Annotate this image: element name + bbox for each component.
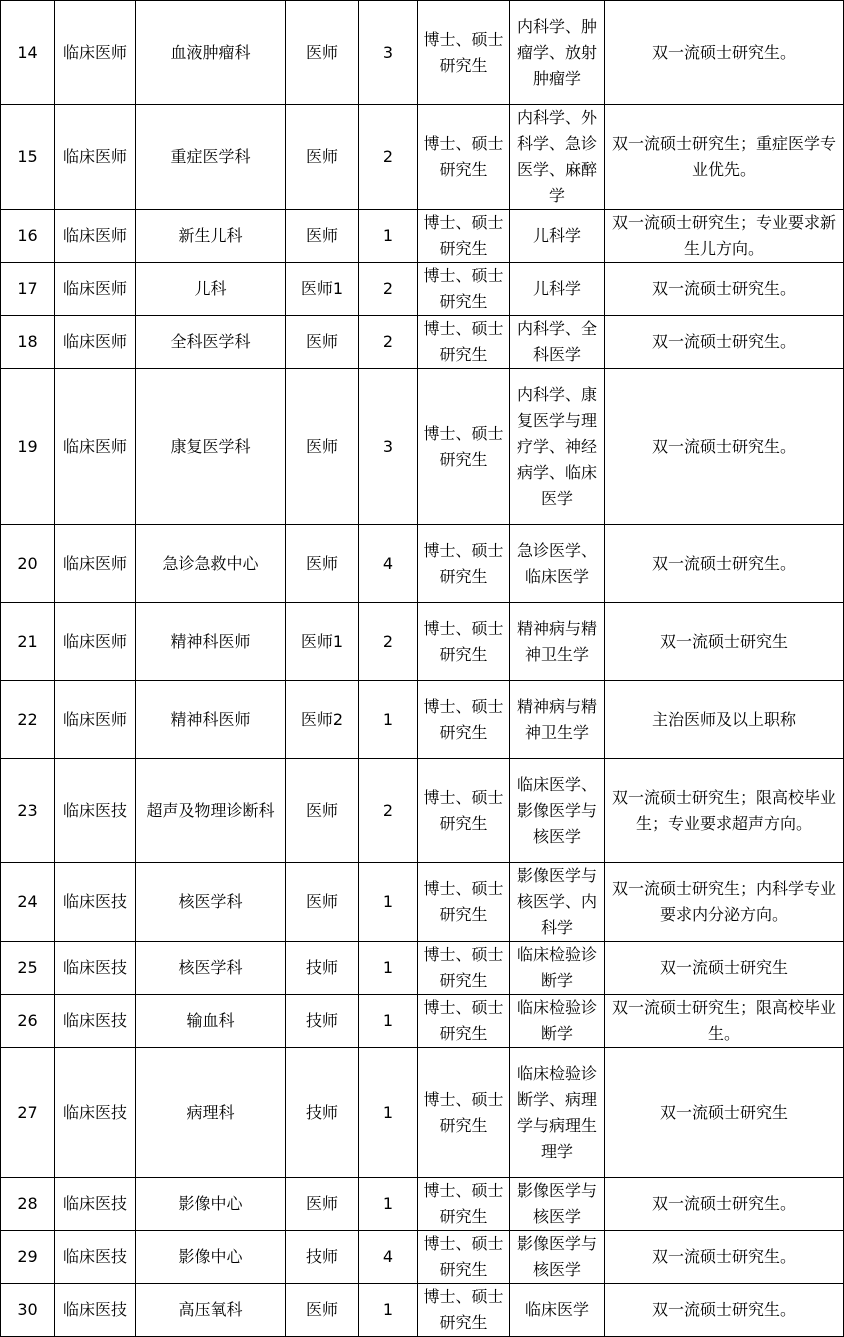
- department-cell: 影像中心: [136, 1178, 286, 1231]
- education-cell: 博士、硕士研究生: [418, 369, 510, 525]
- table-row: [1, 1284, 844, 1337]
- major-cell: 临床检验诊断学: [510, 942, 605, 995]
- count-cell: 1: [359, 863, 418, 942]
- requirement-cell: 双一流硕士研究生: [605, 942, 844, 995]
- education-cell: 博士、硕士研究生: [418, 316, 510, 369]
- department-cell: 超声及物理诊断科: [136, 759, 286, 863]
- row-number: 30: [1, 1284, 55, 1337]
- count-cell: 3: [359, 1, 418, 105]
- education-cell: 博士、硕士研究生: [418, 995, 510, 1048]
- department-cell: 核医学科: [136, 942, 286, 995]
- department-cell: 全科医学科: [136, 316, 286, 369]
- category-cell: 临床医技: [55, 1048, 136, 1178]
- category-cell: 临床医师: [55, 369, 136, 525]
- department-cell: 血液肿瘤科: [136, 1, 286, 105]
- row-number: 27: [1, 1048, 55, 1178]
- requirement-cell: 双一流硕士研究生。: [605, 525, 844, 603]
- position-cell: 医师: [286, 210, 359, 263]
- position-cell: 医师1: [286, 263, 359, 316]
- major-cell: 精神病与精神卫生学: [510, 603, 605, 681]
- category-cell: 临床医技: [55, 1284, 136, 1337]
- table-row: [1, 210, 844, 263]
- department-cell: 输血科: [136, 995, 286, 1048]
- category-cell: 临床医师: [55, 681, 136, 759]
- table-row: [1, 316, 844, 369]
- count-cell: 3: [359, 369, 418, 525]
- table-row: [1, 863, 844, 942]
- department-cell: 精神科医师: [136, 681, 286, 759]
- count-cell: 2: [359, 603, 418, 681]
- major-cell: 影像医学与核医学: [510, 1231, 605, 1284]
- requirement-cell: 双一流硕士研究生: [605, 1048, 844, 1178]
- row-number: 22: [1, 681, 55, 759]
- row-number: 29: [1, 1231, 55, 1284]
- count-cell: 1: [359, 942, 418, 995]
- position-cell: 医师: [286, 1, 359, 105]
- count-cell: 4: [359, 525, 418, 603]
- count-cell: 1: [359, 1178, 418, 1231]
- position-cell: 技师: [286, 995, 359, 1048]
- department-cell: 核医学科: [136, 863, 286, 942]
- department-cell: 新生儿科: [136, 210, 286, 263]
- table-row: [1, 1048, 844, 1178]
- major-cell: 儿科学: [510, 210, 605, 263]
- row-number: 21: [1, 603, 55, 681]
- category-cell: 临床医技: [55, 995, 136, 1048]
- table-row: [1, 1, 844, 105]
- requirement-cell: 双一流硕士研究生。: [605, 1178, 844, 1231]
- requirement-cell: 双一流硕士研究生；内科学专业要求内分泌方向。: [605, 863, 844, 942]
- education-cell: 博士、硕士研究生: [418, 210, 510, 263]
- education-cell: 博士、硕士研究生: [418, 105, 510, 210]
- department-cell: 急诊急救中心: [136, 525, 286, 603]
- major-cell: 内科学、全科医学: [510, 316, 605, 369]
- education-cell: 博士、硕士研究生: [418, 1, 510, 105]
- count-cell: 1: [359, 995, 418, 1048]
- row-number: 15: [1, 105, 55, 210]
- position-cell: 技师: [286, 942, 359, 995]
- requirement-cell: 双一流硕士研究生；限高校毕业生。: [605, 995, 844, 1048]
- education-cell: 博士、硕士研究生: [418, 942, 510, 995]
- row-number: 24: [1, 863, 55, 942]
- category-cell: 临床医师: [55, 105, 136, 210]
- table-row: [1, 105, 844, 210]
- category-cell: 临床医师: [55, 263, 136, 316]
- count-cell: 2: [359, 105, 418, 210]
- position-cell: 医师: [286, 369, 359, 525]
- table-row: [1, 995, 844, 1048]
- education-cell: 博士、硕士研究生: [418, 1284, 510, 1337]
- position-cell: 医师: [286, 1178, 359, 1231]
- row-number: 28: [1, 1178, 55, 1231]
- department-cell: 儿科: [136, 263, 286, 316]
- category-cell: 临床医师: [55, 1, 136, 105]
- position-cell: 医师: [286, 105, 359, 210]
- row-number: 17: [1, 263, 55, 316]
- requirement-cell: 双一流硕士研究生；重症医学专业优先。: [605, 105, 844, 210]
- category-cell: 临床医师: [55, 525, 136, 603]
- education-cell: 博士、硕士研究生: [418, 1231, 510, 1284]
- position-cell: 医师: [286, 759, 359, 863]
- table-row: [1, 263, 844, 316]
- major-cell: 精神病与精神卫生学: [510, 681, 605, 759]
- requirement-cell: 主治医师及以上职称: [605, 681, 844, 759]
- category-cell: 临床医师: [55, 316, 136, 369]
- category-cell: 临床医技: [55, 1231, 136, 1284]
- table-body: [1, 1, 844, 1337]
- count-cell: 1: [359, 210, 418, 263]
- row-number: 26: [1, 995, 55, 1048]
- major-cell: 影像医学与核医学: [510, 1178, 605, 1231]
- category-cell: 临床医师: [55, 210, 136, 263]
- major-cell: 儿科学: [510, 263, 605, 316]
- count-cell: 2: [359, 263, 418, 316]
- category-cell: 临床医师: [55, 603, 136, 681]
- row-number: 16: [1, 210, 55, 263]
- count-cell: 1: [359, 1284, 418, 1337]
- table-row: [1, 942, 844, 995]
- category-cell: 临床医技: [55, 942, 136, 995]
- position-cell: 技师: [286, 1231, 359, 1284]
- education-cell: 博士、硕士研究生: [418, 603, 510, 681]
- table-row: [1, 759, 844, 863]
- table-row: [1, 1231, 844, 1284]
- table-row: [1, 525, 844, 603]
- table-row: [1, 603, 844, 681]
- row-number: 18: [1, 316, 55, 369]
- requirement-cell: 双一流硕士研究生。: [605, 1284, 844, 1337]
- education-cell: 博士、硕士研究生: [418, 863, 510, 942]
- table-row: [1, 369, 844, 525]
- row-number: 14: [1, 1, 55, 105]
- count-cell: 4: [359, 1231, 418, 1284]
- requirement-cell: 双一流硕士研究生: [605, 603, 844, 681]
- major-cell: 临床检验诊断学、病理学与病理生理学: [510, 1048, 605, 1178]
- requirement-cell: 双一流硕士研究生。: [605, 316, 844, 369]
- education-cell: 博士、硕士研究生: [418, 1048, 510, 1178]
- major-cell: 内科学、外科学、急诊医学、麻醉学: [510, 105, 605, 210]
- department-cell: 病理科: [136, 1048, 286, 1178]
- row-number: 25: [1, 942, 55, 995]
- major-cell: 临床医学、影像医学与核医学: [510, 759, 605, 863]
- row-number: 23: [1, 759, 55, 863]
- count-cell: 1: [359, 681, 418, 759]
- row-number: 20: [1, 525, 55, 603]
- education-cell: 博士、硕士研究生: [418, 759, 510, 863]
- position-cell: 医师2: [286, 681, 359, 759]
- requirement-cell: 双一流硕士研究生；限高校毕业生；专业要求超声方向。: [605, 759, 844, 863]
- position-cell: 医师: [286, 1284, 359, 1337]
- department-cell: 影像中心: [136, 1231, 286, 1284]
- position-cell: 医师1: [286, 603, 359, 681]
- position-cell: 医师: [286, 863, 359, 942]
- major-cell: 内科学、肿瘤学、放射肿瘤学: [510, 1, 605, 105]
- category-cell: 临床医技: [55, 863, 136, 942]
- department-cell: 高压氧科: [136, 1284, 286, 1337]
- position-cell: 技师: [286, 1048, 359, 1178]
- education-cell: 博士、硕士研究生: [418, 263, 510, 316]
- position-cell: 医师: [286, 316, 359, 369]
- major-cell: 内科学、康复医学与理疗学、神经病学、临床医学: [510, 369, 605, 525]
- count-cell: 2: [359, 316, 418, 369]
- requirement-cell: 双一流硕士研究生。: [605, 1, 844, 105]
- major-cell: 影像医学与核医学、内科学: [510, 863, 605, 942]
- table-row: [1, 681, 844, 759]
- category-cell: 临床医技: [55, 1178, 136, 1231]
- position-cell: 医师: [286, 525, 359, 603]
- department-cell: 康复医学科: [136, 369, 286, 525]
- education-cell: 博士、硕士研究生: [418, 1178, 510, 1231]
- requirement-cell: 双一流硕士研究生；专业要求新生儿方向。: [605, 210, 844, 263]
- department-cell: 重症医学科: [136, 105, 286, 210]
- education-cell: 博士、硕士研究生: [418, 525, 510, 603]
- major-cell: 临床医学: [510, 1284, 605, 1337]
- count-cell: 2: [359, 759, 418, 863]
- table-row: [1, 1178, 844, 1231]
- major-cell: 急诊医学、临床医学: [510, 525, 605, 603]
- count-cell: 1: [359, 1048, 418, 1178]
- category-cell: 临床医技: [55, 759, 136, 863]
- education-cell: 博士、硕士研究生: [418, 681, 510, 759]
- row-number: 19: [1, 369, 55, 525]
- major-cell: 临床检验诊断学: [510, 995, 605, 1048]
- requirement-cell: 双一流硕士研究生。: [605, 1231, 844, 1284]
- department-cell: 精神科医师: [136, 603, 286, 681]
- requirement-cell: 双一流硕士研究生。: [605, 369, 844, 525]
- requirement-cell: 双一流硕士研究生。: [605, 263, 844, 316]
